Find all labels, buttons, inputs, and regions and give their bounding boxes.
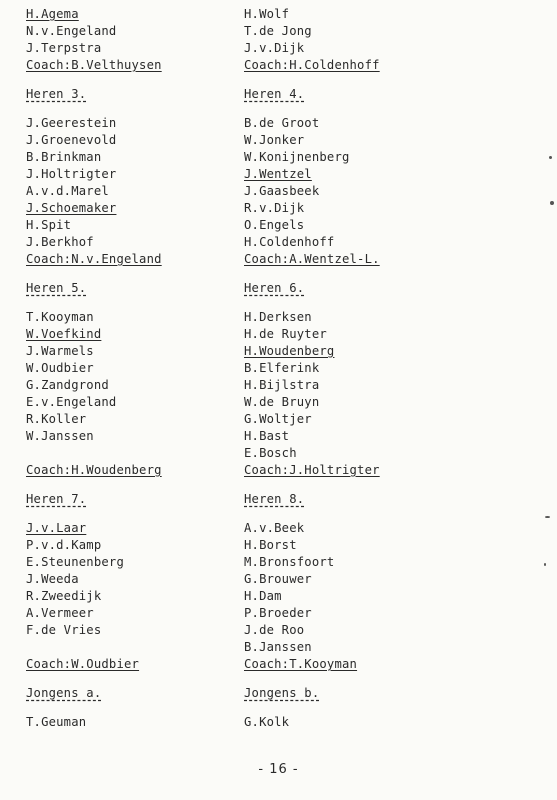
player-name: A.v.Beek	[244, 521, 305, 535]
player-name: H.Borst	[244, 538, 297, 552]
player-name: W.Jonker	[244, 133, 305, 147]
player-name: H.Bijlstra	[244, 378, 320, 392]
player-name: B.Brinkman	[26, 150, 102, 164]
player-name: A.v.d.Marel	[26, 184, 109, 198]
player-name: J.v.Dijk	[244, 41, 305, 55]
player-name: R.v.Dijk	[244, 201, 305, 215]
player-name: R.Zweedijk	[26, 589, 102, 603]
player-name: P.v.d.Kamp	[26, 538, 102, 552]
player-name: T.Geuman	[26, 715, 87, 729]
scan-speck	[544, 563, 546, 566]
left-column	[26, 6, 241, 731]
coach-line: Coach:T.Kooyman	[244, 657, 358, 671]
player-name: B.Janssen	[244, 640, 312, 654]
team-heading-heren-6: Heren 6.	[244, 281, 305, 295]
coach-line: Coach:W.Oudbier	[26, 657, 140, 671]
player-name: J.Berkhof	[26, 235, 94, 249]
player-name: G.Brouwer	[244, 572, 312, 586]
page-number: - 16 -	[258, 762, 299, 777]
player-name: W.Voefkind	[26, 327, 102, 341]
player-name: J.Wentzel	[244, 167, 312, 181]
team-heading-heren-5: Heren 5.	[26, 281, 87, 295]
player-name: E.Steunenberg	[26, 555, 124, 569]
team-heading-heren-8: Heren 8.	[244, 492, 305, 506]
player-name: J.Terpstra	[26, 41, 102, 55]
coach-line: Coach:A.Wentzel-L.	[244, 252, 380, 266]
player-name: N.v.Engeland	[26, 24, 117, 38]
player-name: H.Bast	[244, 429, 290, 443]
player-name: A.Vermeer	[26, 606, 94, 620]
scan-speck	[549, 156, 552, 159]
scan-speck	[545, 516, 550, 518]
player-name: J.Schoemaker	[26, 201, 117, 215]
coach-line: Coach:N.v.Engeland	[26, 252, 162, 266]
player-name: W.de Bruyn	[244, 395, 320, 409]
player-name: J.Warmels	[26, 344, 94, 358]
player-name: W.Oudbier	[26, 361, 94, 375]
player-name: G.Kolk	[244, 715, 290, 729]
player-name: H.Spit	[26, 218, 72, 232]
player-name: M.Bronsfoort	[244, 555, 335, 569]
player-name: H.Dam	[244, 589, 282, 603]
coach-line: Coach:H.Woudenberg	[26, 463, 162, 477]
coach-line: Coach:J.Holtrigter	[244, 463, 380, 477]
player-name: J.Gaasbeek	[244, 184, 320, 198]
team-heading-jongens-a: Jongens a.	[26, 686, 102, 700]
player-name: J.Groenevold	[26, 133, 117, 147]
player-name: H.de Ruyter	[244, 327, 327, 341]
player-name: J.Holtrigter	[26, 167, 117, 181]
player-name: E.v.Engeland	[26, 395, 117, 409]
player-name: W.Janssen	[26, 429, 94, 443]
player-name: H.Agema	[26, 7, 79, 21]
player-name: G.Woltjer	[244, 412, 312, 426]
player-name: W.Konijnenberg	[244, 150, 350, 164]
player-name: J.Weeda	[26, 572, 79, 586]
scan-speck	[550, 201, 554, 205]
player-name: B.Elferink	[244, 361, 320, 375]
coach-line: Coach:B.Velthuysen	[26, 58, 162, 72]
player-name: H.Derksen	[244, 310, 312, 324]
player-name: F.de Vries	[26, 623, 102, 637]
player-name: J.de Roo	[244, 623, 305, 637]
player-name: H.Woudenberg	[244, 344, 335, 358]
team-heading-heren-7: Heren 7.	[26, 492, 87, 506]
player-name: T.de Jong	[244, 24, 312, 38]
player-name: R.Koller	[26, 412, 87, 426]
player-name: J.v.Laar	[26, 521, 87, 535]
player-name: O.Engels	[244, 218, 305, 232]
player-name: P.Broeder	[244, 606, 312, 620]
player-name: E.Bosch	[244, 446, 297, 460]
player-name: B.de Groot	[244, 116, 320, 130]
coach-line: Coach:H.Coldenhoff	[244, 58, 380, 72]
team-heading-jongens-b: Jongens b.	[244, 686, 320, 700]
player-name: H.Wolf	[244, 7, 290, 21]
team-heading-heren-4: Heren 4.	[244, 87, 305, 101]
player-name: G.Zandgrond	[26, 378, 109, 392]
player-name: T.Kooyman	[26, 310, 94, 324]
player-name: H.Coldenhoff	[244, 235, 335, 249]
team-heading-heren-3: Heren 3.	[26, 87, 87, 101]
player-name: J.Geerestein	[26, 116, 117, 130]
right-column	[244, 6, 459, 731]
